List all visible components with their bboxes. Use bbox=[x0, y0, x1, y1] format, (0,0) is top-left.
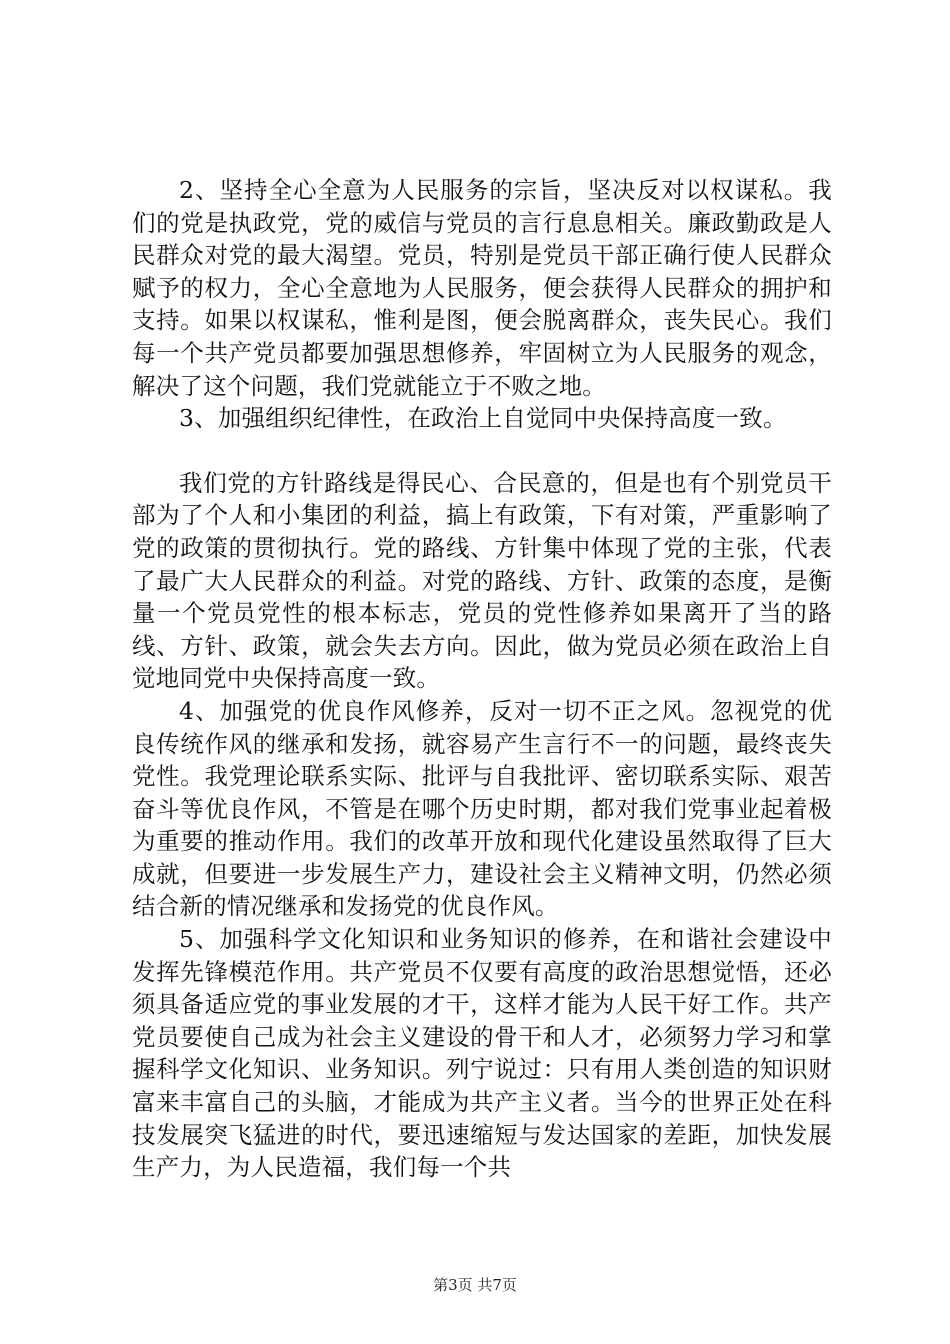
document-body bbox=[132, 174, 832, 1184]
paragraph-point-3-body: 我们党的方针路线是得民心、合民意的，但是也有个别党员干部为了个人和小集团的利益，搞上有政策，下有对策，严重影响了党的政策的贯彻执行。党的路线、方针集中体现了党的主张，代表了最广大人民群众的利益。对党的路线、方针、政策的态度，是衡量一个党员党性的根本标志，党员的党性修养如果离开了当的路线、方针、政策，就会失去方向。因此，做为党员必须在政治上自觉地同党中央保持高度一致。 bbox=[132, 468, 832, 693]
paragraph-point-4: 4、加强党的优良作风修养，反对一切不正之风。忽视党的优良传统作风的继承和发扬，就容易产生言行不一的问题，最终丧失党性。我党理论联系实际、批评与自我批评、密切联系实际、艰苦奋斗等优良作风，不管是在哪个历史时期，都对我们党事业起着极为重要的推动作用。我们的改革开放和现代化建设虽然取得了巨大成就，但要进一步发展生产力，建设社会主义精神文明，仍然必须结合新的情况继承和发扬党的优良作风。 bbox=[132, 696, 832, 921]
page-number-footer: 第3页 共7页 bbox=[433, 1276, 517, 1294]
paragraph-point-5: 5、加强科学文化知识和业务知识的修养，在和谐社会建设中发挥先锋模范作用。共产党员不仅要有高度的政治思想觉悟，还必须具备适应党的事业发展的才干，这样才能为人民干好工作。共产党员要使自己成为社会主义建设的骨干和人才，必须努力学习和掌握科学文化知识、业务知识。列宁说过：只有用人类创造的知识财富来丰富自己的头脑，才能成为共产主义者。当今的世界正处在科技发展突飞猛进的时代，要迅速缩短与发达国家的差距，加快发展生产力，为人民造福，我们每一个共 bbox=[132, 925, 832, 1182]
paragraph-point-3-heading: 3、加强组织纪律性，在政治上自觉同中央保持高度一致。 bbox=[179, 404, 787, 433]
paragraph-point-2: 2、坚持全心全意为人民服务的宗旨，坚决反对以权谋私。我们的党是执政党，党的威信与党员的言行息息相关。廉政勤政是人民群众对党的最大渴望。党员，特别是党员干部正确行使人民群众赋予的权力，全心全意地为人民服务，便会获得人民群众的拥护和支持。如果以权谋私，惟利是图，便会脱离群众，丧失民心。我们每一个共产党员都要加强思想修养，牢固树立为人民服务的观念，解决了这个问题，我们党就能立于不败之地。 bbox=[132, 176, 832, 400]
